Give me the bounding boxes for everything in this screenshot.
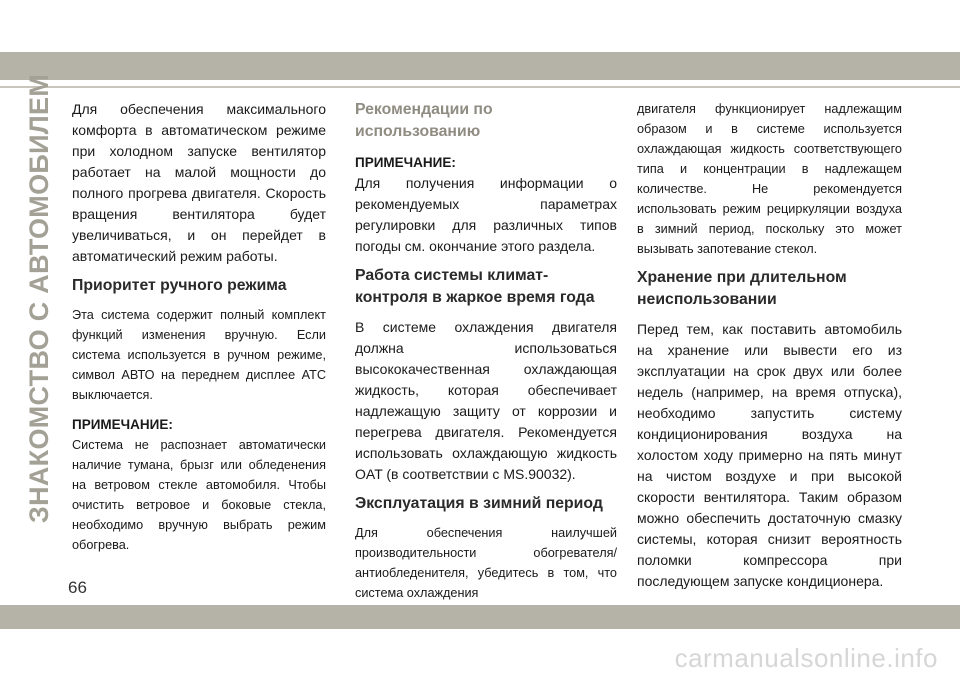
note-paragraph: Для получения информации о рекомендуемых параметрах регулировки для различных типов погоды см. окончание этого раздела.: [355, 175, 617, 254]
winter-paragraph: Для обеспечения наилучшей производительности обогревателя/антиобледенителя, убедитесь в том, что система охлаждения: [355, 526, 617, 600]
storage-heading: Хранение при длительном неиспользовании: [637, 269, 847, 308]
top-rule: [0, 86, 960, 88]
section-side-tab-label: ЗНАКОМСТВО С АВТОМОБИЛЕМ: [24, 73, 55, 523]
winter-continued-paragraph: двигателя функционирует надлежащим образом и в системе используется охлаждающая жидкость соответствующего типа и концентрации в надлежащем количестве. Не рекомендуется использовать режим рециркуляции воздуха в зимний период, поскольку это может вызывать запотевание стекол.: [637, 102, 902, 256]
note-label: ПРИМЕЧАНИЕ:: [355, 155, 456, 170]
manual-priority-paragraph: Эта система содержит полный комплект функций изменения вручную. Если система используется в ручном режиме, символ АВТО на переднем дисплее АТС выключается.: [72, 308, 326, 402]
note-label: ПРИМЕЧАНИЕ:: [72, 417, 173, 432]
bottom-band: [0, 605, 960, 629]
section-side-tab: [18, 73, 62, 523]
page-number: 66: [68, 578, 87, 597]
winter-heading: Эксплуатация в зимний период: [355, 495, 603, 512]
manual-priority-heading: Приоритет ручного режима: [72, 277, 287, 294]
column-3: [637, 99, 902, 592]
hot-weather-heading: Работа системы климат-контроля в жаркое время года: [355, 267, 595, 306]
note-paragraph: Система не распознает автоматически наличие тумана, брызг или обледенения на ветровом стекле автомобиля. Чтобы очистить ветровое и боковые стекла, необходимо вручную выбрать режим обогрева.: [72, 438, 326, 552]
column-1: [72, 99, 326, 555]
watermark: carmanualsonline.info: [674, 643, 938, 673]
intro-paragraph: Для обеспечения максимального комфорта в автоматическом режиме при холодном запуске вентилятор работает на малой мощности до полного прогрева двигателя. Скорость вращения вентилятора будет увеличиваться, и он перейдет в автоматический режим работы.: [72, 101, 326, 264]
hot-weather-paragraph: В системе охлаждения двигателя должна использоваться высококачественная охлаждающая жидкость, которая обеспечивает надлежащую защиту от коррозии и перегрева двигателя. Рекомендуется использовать охлаждающую жидкость OAT (в соответствии с MS.90032).: [355, 319, 617, 482]
storage-paragraph: Перед тем, как поставить автомобиль на хранение или вывести его из эксплуатации на срок двух или более недель (например, на время отпуска), необходимо запустить систему кондиционирования воздуха на холостом ходу примерно на пять минут на чистом воздухе и при высокой скорости вентилятора. Таким образом можно обеспечить достаточную смазку системы, которая снизит вероятность поломки компрессора при последующем запуске кондиционера.: [637, 321, 902, 589]
column-2: [355, 99, 617, 603]
recommendations-heading: Рекомендации по использованию: [355, 101, 493, 140]
top-band: [0, 52, 960, 80]
